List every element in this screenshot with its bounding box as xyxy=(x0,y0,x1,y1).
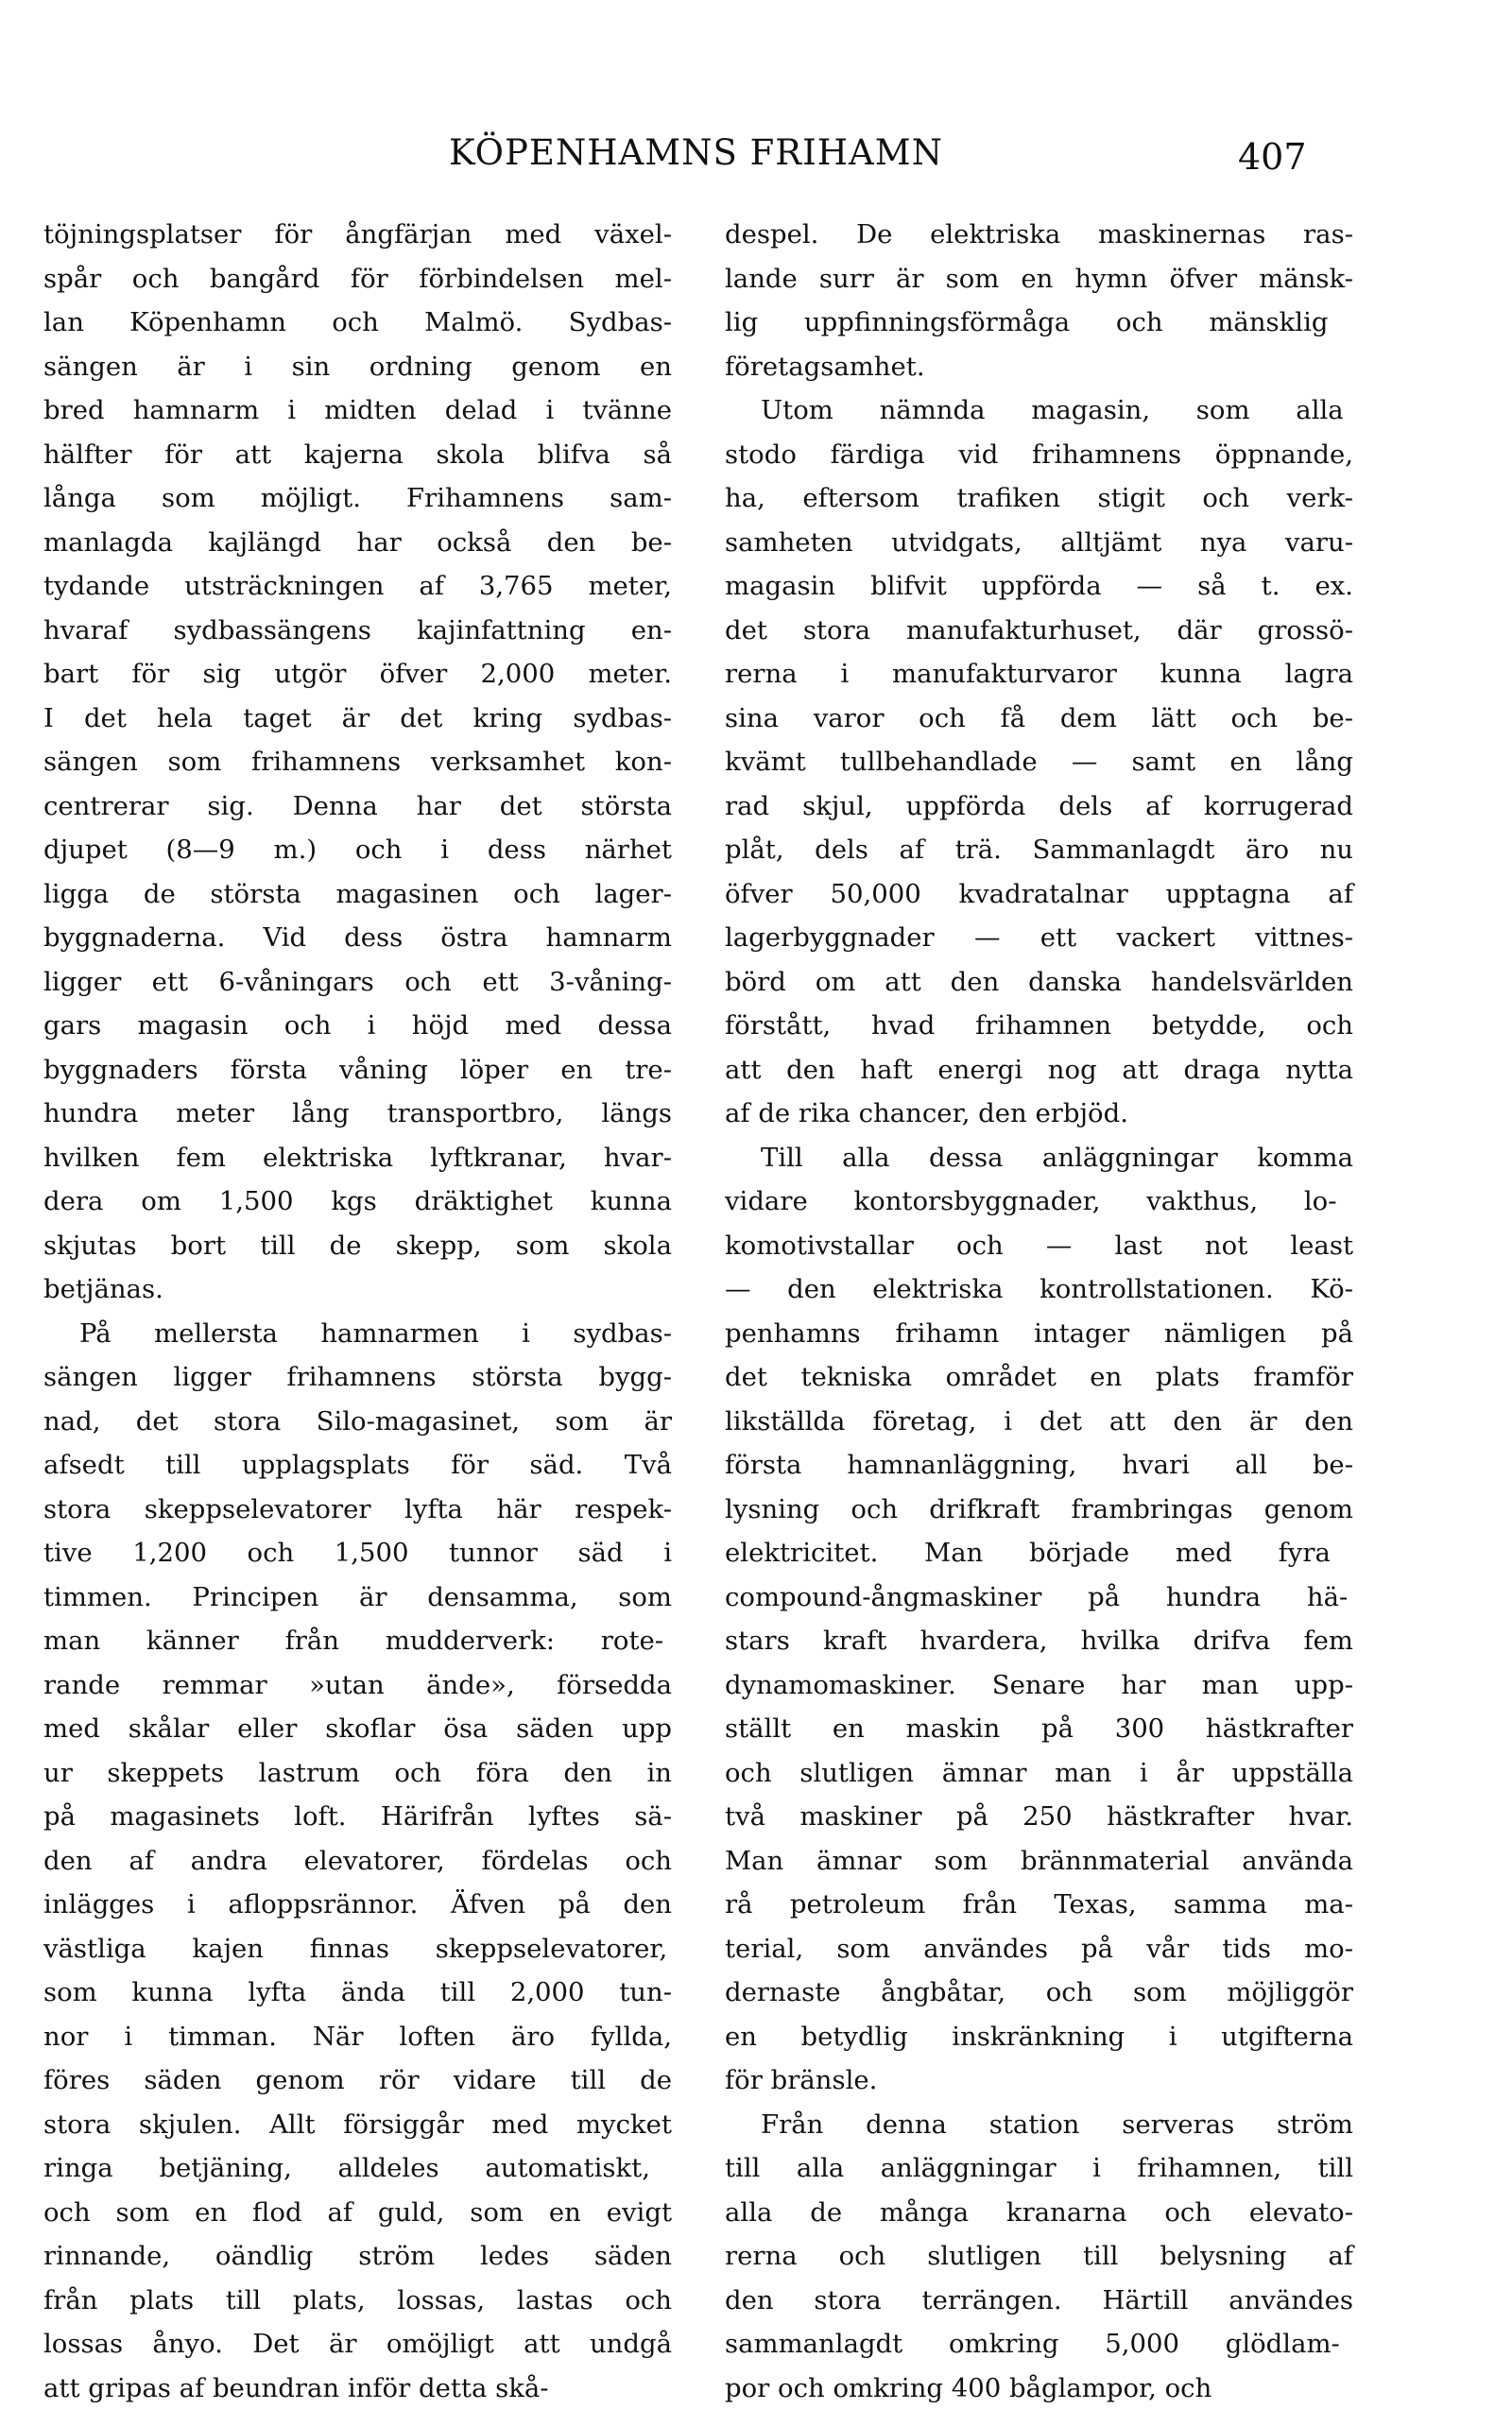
text-line: dynamomaskiner. Senare har man upp- xyxy=(725,1663,1353,1708)
text-line: hvaraf sydbassängens kajinfattning en- xyxy=(43,609,672,653)
text-line: magasin blifvit uppförda — så t. ex. xyxy=(725,564,1353,609)
text-line: terial, som användes på vår tids mo- xyxy=(725,1927,1353,1971)
text-line: djupet (8—9 m.) och i dess närhet xyxy=(43,828,672,872)
text-line: ringa betjäning, alldeles automatiskt, xyxy=(43,2146,672,2191)
text-line: det tekniska området en plats framför xyxy=(725,1355,1353,1400)
text-line: afsedt till upplagsplats för säd. Två xyxy=(43,1443,672,1488)
text-line: bart för sig utgör öfver 2,000 meter. xyxy=(43,652,672,697)
text-line: ur skeppets lastrum och föra den in xyxy=(43,1751,672,1796)
text-line: på magasinets loft. Härifrån lyftes sä- xyxy=(43,1795,672,1839)
text-line: första hamnanläggning, hvari all be- xyxy=(725,1443,1353,1488)
text-line: stodo färdiga vid frihamnens öppnande, xyxy=(725,433,1353,477)
text-line: hälfter för att kajerna skola blifva så xyxy=(43,433,672,477)
text-line: till alla anläggningar i frihamnen, till xyxy=(725,2146,1353,2191)
text-line: manlagda kajlängd har också den be- xyxy=(43,521,672,565)
text-line: lande surr är som en hymn öfver mänsk- xyxy=(725,257,1353,301)
text-line: som kunna lyfta ända till 2,000 tun- xyxy=(43,1971,672,2015)
text-line: från plats till plats, lossas, lastas och xyxy=(43,2279,672,2323)
text-line: Man ämnar som brännmaterial använda xyxy=(725,1839,1353,1884)
text-line: man känner från mudderverk: rote- xyxy=(43,1619,672,1663)
text-line: dera om 1,500 kgs dräktighet kunna xyxy=(43,1179,672,1224)
text-line: öfver 50,000 kvadratalnar upptagna af xyxy=(725,872,1353,917)
text-line: byggnaderna. Vid dess östra hamnarm xyxy=(43,916,672,960)
text-line: spår och bangård för förbindelsen mel- xyxy=(43,257,672,301)
text-line: tive 1,200 och 1,500 tunnor säd i xyxy=(43,1531,672,1575)
text-line: och som en flod af guld, som en evigt xyxy=(43,2191,672,2235)
text-line: gars magasin och i höjd med dessa xyxy=(43,1004,672,1048)
text-line: inlägges i afloppsrännor. Äfven på den xyxy=(43,1883,672,1927)
text-line: despel. De elektriska maskinernas ras- xyxy=(725,213,1353,257)
text-line: för bränsle. xyxy=(725,2058,1353,2103)
text-line: — den elektriska kontrollstationen. Kö- xyxy=(725,1267,1353,1312)
page-number: 407 xyxy=(1238,136,1307,178)
text-line: I det hela taget är det kring sydbas- xyxy=(43,697,672,741)
text-line: ha, eftersom trafiken stigit och verk- xyxy=(725,476,1353,521)
text-line: stora skeppselevatorer lyfta här respek- xyxy=(43,1488,672,1532)
text-line: rinnande, oändlig ström ledes säden xyxy=(43,2234,672,2279)
text-line: byggnaders första våning löper en tre- xyxy=(43,1048,672,1093)
text-line: nad, det stora Silo-magasinet, som är xyxy=(43,1400,672,1444)
text-line: med skålar eller skoflar ösa säden upp xyxy=(43,1707,672,1751)
text-line: af de rika chancer, den erbjöd. xyxy=(725,1092,1353,1136)
text-line: rerna och slutligen till belysning af xyxy=(725,2234,1353,2279)
text-line: sina varor och få dem lätt och be- xyxy=(725,697,1353,741)
right-text-column xyxy=(725,213,1353,2410)
text-line: komotivstallar och — last not least xyxy=(725,1224,1353,1268)
text-line: börd om att den danska handelsvärlden xyxy=(725,960,1353,1005)
text-line: Till alla dessa anläggningar komma xyxy=(725,1136,1353,1180)
text-line: compound-ångmaskiner på hundra hä- xyxy=(725,1575,1353,1620)
text-line: sängen ligger frihamnens största bygg- xyxy=(43,1355,672,1400)
text-line: hundra meter lång transportbro, längs xyxy=(43,1092,672,1136)
text-line: kvämt tullbehandlade — samt en lång xyxy=(725,740,1353,784)
text-line: plåt, dels af trä. Sammanlagdt äro nu xyxy=(725,828,1353,872)
text-line: den af andra elevatorer, fördelas och xyxy=(43,1839,672,1884)
text-line: dernaste ångbåtar, och som möjliggör xyxy=(725,1971,1353,2015)
text-line: att gripas af beundran inför detta skå- xyxy=(43,2367,672,2410)
text-line: lossas ånyo. Det är omöjligt att undgå xyxy=(43,2322,672,2367)
text-line: På mellersta hamnarmen i sydbas- xyxy=(43,1312,672,1356)
text-line: rande remmar »utan ände», försedda xyxy=(43,1663,672,1708)
text-line: penhamns frihamn intager nämligen på xyxy=(725,1312,1353,1356)
text-line: förstått, hvad frihamnen betydde, och xyxy=(725,1004,1353,1048)
text-line: samheten utvidgats, alltjämt nya varu- xyxy=(725,521,1353,565)
text-line: att den haft energi nog att draga nytta xyxy=(725,1048,1353,1093)
text-line: en betydlig inskränkning i utgifterna xyxy=(725,2015,1353,2059)
text-line: sängen som frihamnens verksamhet kon- xyxy=(43,740,672,784)
text-line: lig uppfinningsförmåga och mänsklig xyxy=(725,301,1353,345)
text-line: alla de många kranarna och elevato- xyxy=(725,2191,1353,2235)
text-line: tydande utsträckningen af 3,765 meter, xyxy=(43,564,672,609)
text-line: lan Köpenhamn och Malmö. Sydbas- xyxy=(43,301,672,345)
text-line: lysning och drifkraft frambringas genom xyxy=(725,1488,1353,1532)
text-line: vidare kontorsbyggnader, vakthus, lo- xyxy=(725,1179,1353,1224)
text-line: rad skjul, uppförda dels af korrugerad xyxy=(725,784,1353,829)
text-line: ställt en maskin på 300 hästkrafter xyxy=(725,1707,1353,1751)
text-line: lagerbyggnader — ett vackert vittnes- xyxy=(725,916,1353,960)
text-line: hvilken fem elektriska lyftkranar, hvar- xyxy=(43,1136,672,1180)
running-title: KÖPENHAMNS FRIHAMN xyxy=(449,132,943,173)
text-line: långa som möjligt. Frihamnens sam- xyxy=(43,476,672,521)
text-line: töjningsplatser för ångfärjan med växel- xyxy=(43,213,672,257)
text-line: Utom nämnda magasin, som alla xyxy=(725,388,1353,433)
text-line: skjutas bort till de skepp, som skola xyxy=(43,1224,672,1268)
text-line: ligger ett 6-våningars och ett 3-våning- xyxy=(43,960,672,1005)
text-line: den stora terrängen. Härtill användes xyxy=(725,2279,1353,2323)
text-line: stars kraft hvardera, hvilka drifva fem xyxy=(725,1619,1353,1663)
text-line: det stora manufakturhuset, där grossö- xyxy=(725,609,1353,653)
left-text-column xyxy=(43,213,672,2410)
text-line: likställda företag, i det att den är den xyxy=(725,1400,1353,1444)
text-line: Från denna station serveras ström xyxy=(725,2103,1353,2147)
text-line: betjänas. xyxy=(43,1267,672,1312)
text-line: sängen är i sin ordning genom en xyxy=(43,345,672,389)
text-line: timmen. Principen är densamma, som xyxy=(43,1575,672,1620)
text-line: rå petroleum från Texas, samma ma- xyxy=(725,1883,1353,1927)
text-line: västliga kajen finnas skeppselevatorer, xyxy=(43,1927,672,1971)
text-line: och slutligen ämnar man i år uppställa xyxy=(725,1751,1353,1796)
text-line: sammanlagdt omkring 5,000 glödlam- xyxy=(725,2322,1353,2367)
text-line: föres säden genom rör vidare till de xyxy=(43,2058,672,2103)
text-line: ligga de största magasinen och lager- xyxy=(43,872,672,917)
text-line: två maskiner på 250 hästkrafter hvar. xyxy=(725,1795,1353,1839)
text-line: företagsamhet. xyxy=(725,345,1353,389)
text-line: nor i timman. När loften äro fyllda, xyxy=(43,2015,672,2059)
page-header xyxy=(47,132,1323,189)
text-line: bred hamnarm i midten delad i tvänne xyxy=(43,388,672,433)
text-line: elektricitet. Man började med fyra xyxy=(725,1531,1353,1575)
text-line: por och omkring 400 båglampor, och xyxy=(725,2367,1353,2410)
text-line: centrerar sig. Denna har det största xyxy=(43,784,672,829)
text-line: rerna i manufakturvaror kunna lagra xyxy=(725,652,1353,697)
text-line: stora skjulen. Allt försiggår med mycket xyxy=(43,2103,672,2147)
